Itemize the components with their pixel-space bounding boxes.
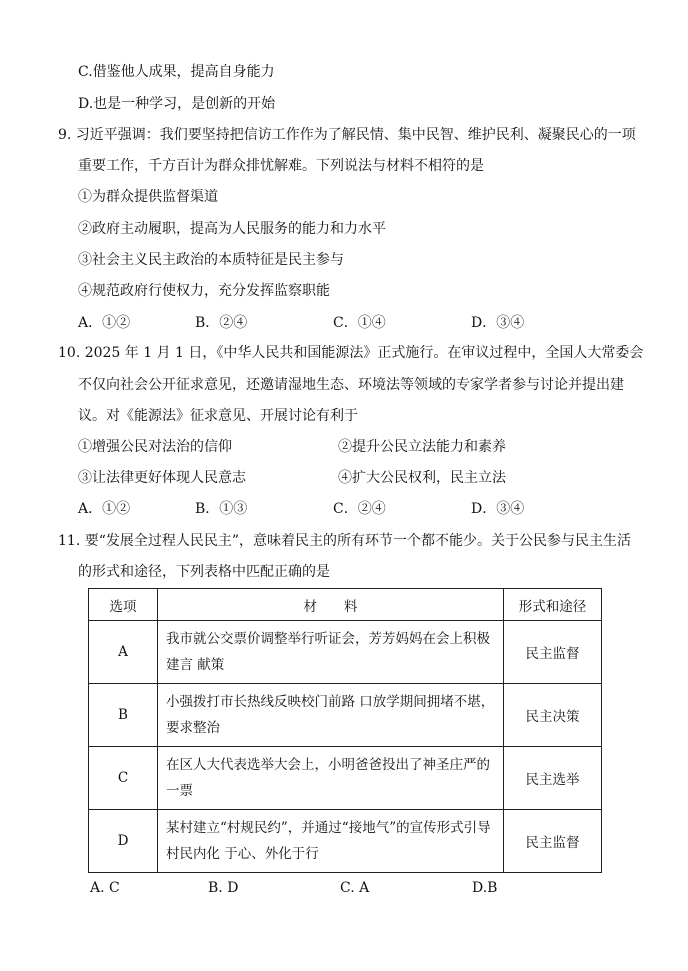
q9-option-b[interactable]: B．②④	[195, 315, 248, 331]
q10-statement-2: ②提升公民立法能力和素养	[338, 439, 506, 455]
q9-statement-3: ③社会主义民主政治的本质特征是民主参与	[78, 252, 344, 268]
q9-statement-4: ④规范政府行使权力，充分发挥监察职能	[78, 283, 330, 299]
q10-statements-row1	[78, 437, 598, 457]
q9-option-c[interactable]: C．①④	[333, 315, 386, 331]
q11-material-table	[88, 588, 602, 873]
q10-option-a[interactable]: A．①②	[78, 501, 131, 517]
row-form: 民主选举	[504, 747, 602, 810]
table-row	[89, 621, 602, 684]
row-material: 在区人大代表选举大会上，小明爸爸投出了神圣庄严的一票	[158, 747, 504, 810]
q9-statement-2: ②政府主动履职，提高为人民服务的能力和力水平	[78, 221, 386, 237]
prev-option-d: D.也是一种学习，是创新的开始	[78, 96, 276, 112]
table-header-row	[89, 589, 602, 621]
q10-statement-3: ③让法律更好体现人民意志	[78, 470, 246, 486]
q9-stem-line2: 重要工作，千方百计为群众排忧解难。下列说法与材料不相符的是	[78, 158, 484, 174]
header-form: 形式和途径	[504, 589, 602, 621]
q9-stem-line1: 9. 习近平强调：我们要坚持把信访工作作为了解民情、集中民智、维护民利、凝聚民心的一项	[58, 127, 636, 143]
q10-stem-line3: 议。对《能源法》征求意见、开展讨论有利于	[78, 408, 358, 424]
q11-option-a[interactable]: A. C	[90, 880, 120, 896]
row-material: 某村建立“村规民约”，并通过“接地气”的宣传形式引导村民内化 于心、外化于行	[158, 810, 504, 873]
q10-statements-row2	[78, 468, 598, 488]
q9-options	[78, 313, 598, 333]
q10-stem-line2: 不仅向社会公开征求意见，还邀请湿地生态、环境法等领域的专家学者参与讨论并提出建	[78, 377, 624, 393]
table-row	[89, 684, 602, 747]
row-option: B	[89, 684, 158, 747]
row-option: A	[89, 621, 158, 684]
q11-options	[90, 878, 610, 898]
row-form: 民主决策	[504, 684, 602, 747]
row-option: D	[89, 810, 158, 873]
q10-option-d[interactable]: D．③④	[471, 501, 525, 517]
header-material: 材 料	[158, 589, 504, 621]
q11-stem-line2: 的形式和途径，下列表格中匹配正确的是	[78, 564, 330, 580]
q9-option-d[interactable]: D．③④	[471, 315, 525, 331]
header-option: 选项	[89, 589, 158, 621]
q10-statement-1: ①增强公民对法治的信仰	[78, 439, 232, 455]
q10-stem-line1: 10. 2025 年 1 月 1 日，《中华人民共和国能源法》正式施行。在审议过程中，全国人大常委会	[58, 345, 644, 361]
row-form: 民主监督	[504, 810, 602, 873]
q11-option-c[interactable]: C. A	[340, 880, 370, 896]
q11-stem-line1: 11. 要“发展全过程人民民主”，意味着民主的所有环节一个都不能少。关于公民参与民主生活	[58, 533, 632, 549]
row-option: C	[89, 747, 158, 810]
row-material: 我市就公交票价调整举行听证会，芳芳妈妈在会上积极建言 献策	[158, 621, 504, 684]
row-form: 民主监督	[504, 621, 602, 684]
q9-option-a[interactable]: A．①②	[78, 315, 131, 331]
q9-statement-1: ①为群众提供监督渠道	[78, 189, 218, 205]
row-material: 小强拨打市长热线反映校门前路 口放学期间拥堵不堪，要求整治	[158, 684, 504, 747]
q11-option-b[interactable]: B. D	[208, 880, 239, 896]
table-row	[89, 810, 602, 873]
prev-option-c: C.借鉴他人成果，提高自身能力	[78, 64, 275, 80]
table-row	[89, 747, 602, 810]
q11-option-d[interactable]: D.B	[472, 880, 498, 896]
q10-option-c[interactable]: C．②④	[333, 501, 386, 517]
q10-option-b[interactable]: B．①③	[195, 501, 248, 517]
q10-statement-4: ④扩大公民权利，民主立法	[338, 470, 506, 486]
q10-options	[78, 499, 598, 519]
